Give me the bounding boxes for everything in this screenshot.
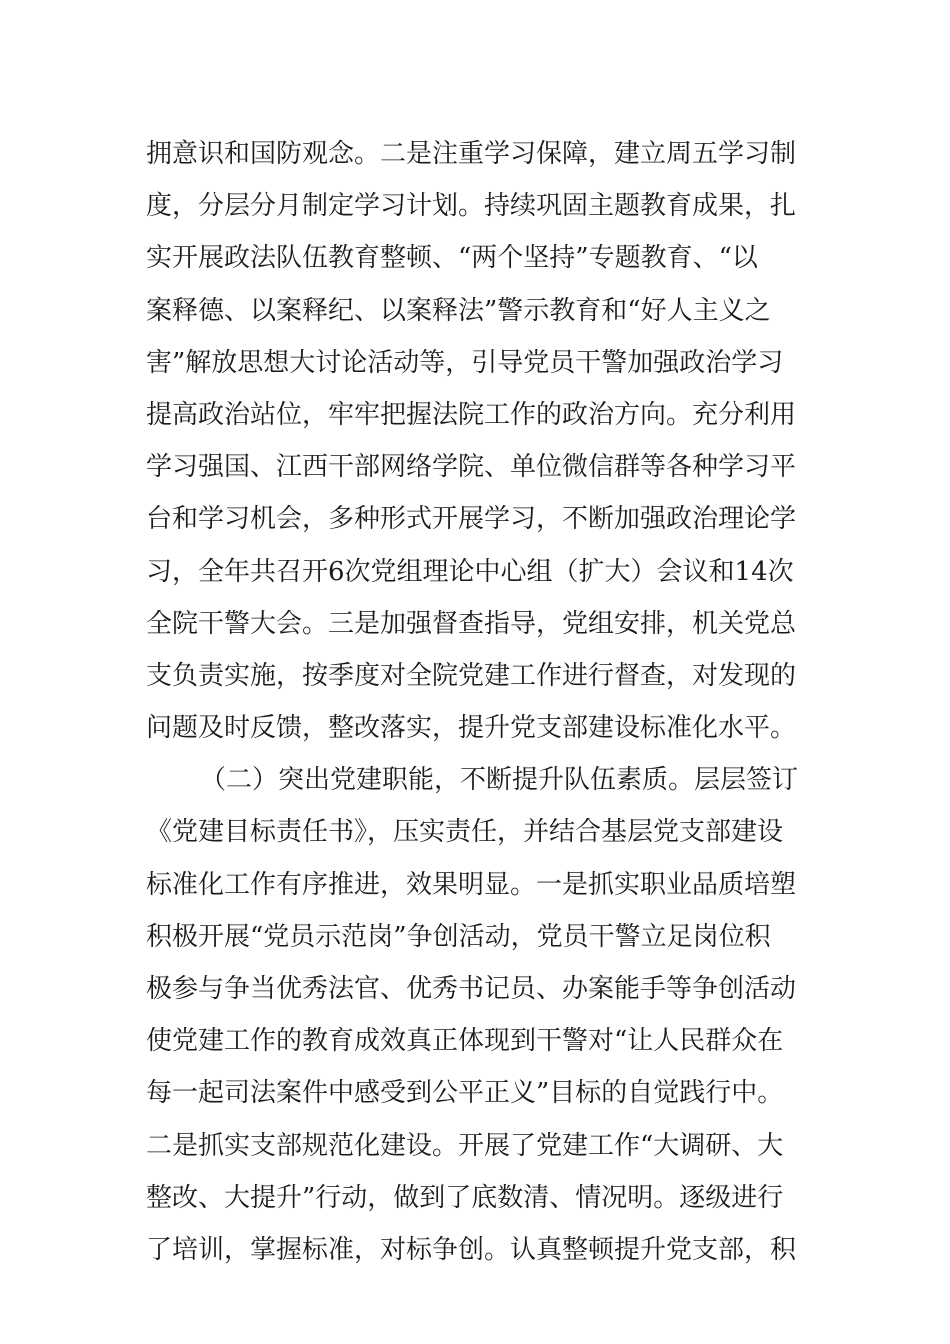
text-line: 害”解放思想大讨论活动等，引导党员干警加强政治学习: [146, 347, 784, 378]
text-line: 整改、大提升”行动，做到了底数清、情况明。逐级进行: [146, 1182, 784, 1213]
section-heading-line: （二）突出党建职能，不断提升队伍素质。层层签订: [200, 765, 799, 796]
text-line: 《党建目标责任书》，压实责任，并结合基层党支部建设: [146, 817, 784, 848]
text-line: 拥意识和国防观念。二是注重学习保障，建立周五学习制: [146, 139, 797, 169]
text-line: 使党建工作的教育成效真正体现到干警对“让人民群众在: [146, 1026, 784, 1057]
text-line: 学习强国、江西干部网络学院、单位微信群等各种学习平: [146, 452, 797, 483]
text-line: 了培训，掌握标准，对标争创。认真整顿提升党支部，积: [146, 1234, 797, 1265]
text-line: 支负责实施，按季度对全院党建工作进行督查，对发现的: [146, 660, 797, 691]
text-line: 标准化工作有序推进，效果明显。一是抓实职业品质培塑: [146, 869, 797, 900]
text-line: 全院干警大会。三是加强督查指导，党组安排，机关党总: [146, 608, 797, 639]
text-line: 极参与争当优秀法官、优秀书记员、办案能手等争创活动: [146, 974, 797, 1004]
text-line: 实开展政法队伍教育整顿、“两个坚持”专题教育、“以: [146, 243, 758, 274]
text-line: 提高政治站位，牢牢把握法院工作的政治方向。充分利用: [146, 399, 797, 430]
text-line: 案释德、以案释纪、以案释法”警示教育和“好人主义之: [146, 295, 771, 326]
body-text: [146, 128, 806, 1276]
text-line: 习，全年共召开6次党组理论中心组（扩大）会议和14次: [146, 556, 794, 587]
text-line: 积极开展“党员示范岗”争创活动，党员干警立足岗位积: [146, 921, 771, 952]
text-line: 二是抓实支部规范化建设。开展了党建工作“大调研、大: [146, 1130, 784, 1161]
text-line: 度，分层分月制定学习计划。持续巩固主题教育成果，扎: [146, 191, 797, 222]
text-line: 问题及时反馈，整改落实，提升党支部建设标准化水平。: [146, 713, 797, 744]
text-line: 台和学习机会，多种形式开展学习，不断加强政治理论学: [146, 504, 797, 535]
text-line: 每一起司法案件中感受到公平正义”目标的自觉践行中。: [146, 1078, 784, 1109]
